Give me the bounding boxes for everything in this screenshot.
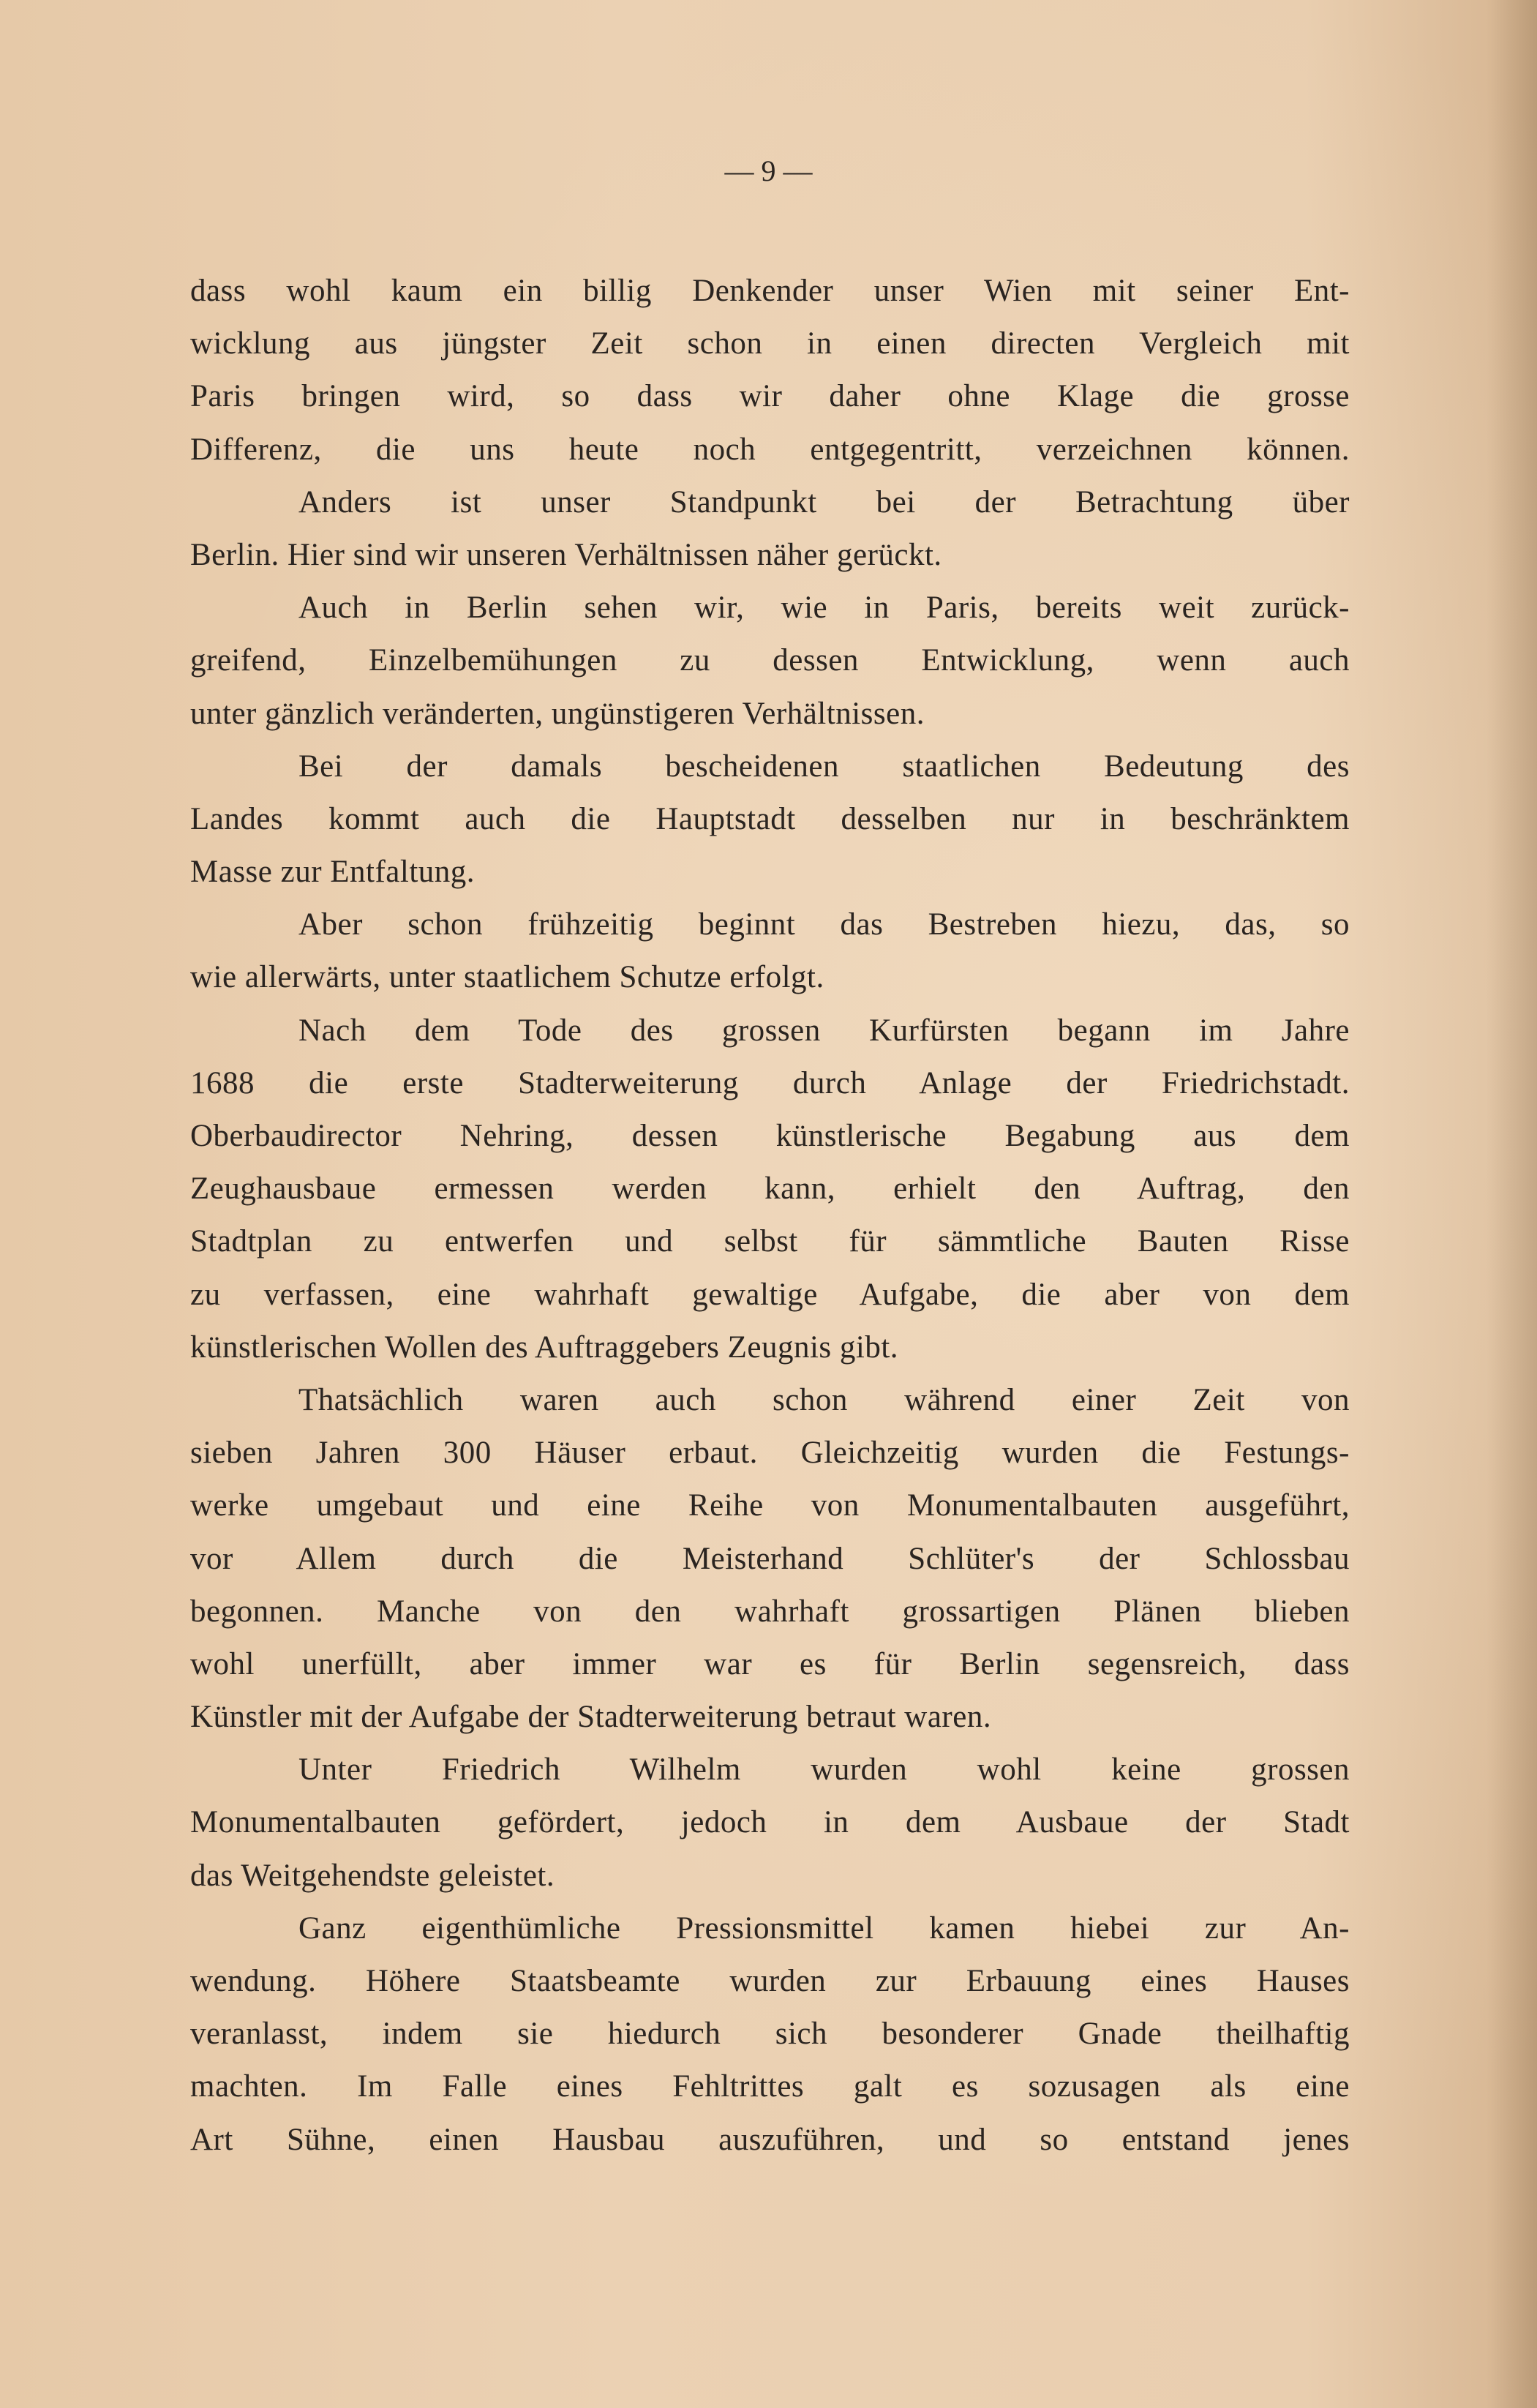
text-line: machten. Im Falle eines Fehltrittes galt es sozusagen als eine	[190, 2069, 1350, 2104]
text-line: greifend, Einzelbemühungen zu dessen Entwicklung, wenn auch	[190, 643, 1350, 678]
page-edge-shadow	[1486, 0, 1537, 2408]
text-line: Paris bringen wird, so dass wir daher ohne Klage die grosse	[190, 379, 1350, 414]
text-line: Berlin. Hier sind wir unseren Verhältnissen näher gerückt.	[190, 537, 942, 572]
text-line: Auch in Berlin sehen wir, wie in Paris, bereits weit zurück-	[298, 590, 1350, 626]
text-line: Differenz, die uns heute noch entgegentritt, verzeichnen können.	[190, 432, 1350, 467]
text-line: künstlerischen Wollen des Auftraggebers Zeugnis gibt.	[190, 1329, 899, 1365]
text-line: Stadtplan zu entwerfen und selbst für sämmtliche Bauten Risse	[190, 1224, 1350, 1259]
text-line: Nach dem Tode des grossen Kurfürsten begann im Jahre	[298, 1013, 1350, 1048]
text-line: wohl unerfüllt, aber immer war es für Berlin segensreich, dass	[190, 1646, 1350, 1681]
text-line: Zeughausbaue ermessen werden kann, erhielt den Auftrag, den	[190, 1171, 1350, 1207]
text-line: begonnen. Manche von den wahrhaft grossartigen Plänen blieben	[190, 1594, 1350, 1629]
text-line: Aber schon frühzeitig beginnt das Bestreben hiezu, das, so	[298, 907, 1350, 942]
text-line: Monumentalbauten gefördert, jedoch in dem Ausbaue der Stadt	[190, 1805, 1350, 1840]
text-line: Anders ist unser Standpunkt bei der Betrachtung über	[298, 484, 1350, 520]
text-line: Art Sühne, einen Hausbau auszuführen, und so entstand jenes	[190, 2122, 1350, 2157]
text-line: Oberbaudirector Nehring, dessen künstlerische Begabung aus dem	[190, 1119, 1350, 1153]
text-line: dass wohl kaum ein billig Denkender unser Wien mit seiner Ent-	[190, 274, 1350, 308]
text-line: Bei der damals bescheidenen staatlichen Bedeutung des	[298, 749, 1350, 784]
text-line: Landes kommt auch die Hauptstadt desselben nur in beschränktem	[190, 801, 1350, 836]
text-line: wie allerwärts, unter staatlichem Schutze erfolgt.	[190, 960, 824, 995]
text-line: zu verfassen, eine wahrhaft gewaltige Aufgabe, die aber von dem	[190, 1277, 1350, 1312]
text-line: sieben Jahren 300 Häuser erbaut. Gleichzeitig wurden die Festungs-	[190, 1436, 1350, 1471]
text-line: Ganz eigenthümliche Pressionsmittel kamen hiebei zur An-	[298, 1910, 1350, 1946]
text-line: wicklung aus jüngster Zeit schon in einen directen Vergleich mit	[190, 326, 1350, 361]
text-line: veranlasst, indem sie hiedurch sich besonderer Gnade theilhaftig	[190, 2017, 1350, 2052]
text-line: werke umgebaut und eine Reihe von Monumentalbauten ausgeführt,	[190, 1488, 1350, 1523]
text-line: Masse zur Entfaltung.	[190, 855, 476, 890]
text-line: 1688 die erste Stadterweiterung durch Anlage der Friedrichstadt.	[190, 1065, 1350, 1100]
text-line: Thatsächlich waren auch schon während einer Zeit von	[298, 1382, 1350, 1417]
text-line: das Weitgehendste geleistet.	[190, 1858, 555, 1893]
text-line: unter gänzlich veränderten, ungünstigeren Verhältnissen.	[190, 696, 925, 731]
text-line: Künstler mit der Aufgabe der Stadterweiterung betraut waren.	[190, 1700, 992, 1735]
text-line: vor Allem durch die Meisterhand Schlüter's der Schlossbau	[190, 1541, 1350, 1576]
text-line: wendung. Höhere Staatsbeamte wurden zur Erbauung eines Hauses	[190, 1964, 1350, 1998]
body-text	[190, 265, 1350, 2167]
text-line: Unter Friedrich Wilhelm wurden wohl keine grossen	[298, 1752, 1350, 1788]
page-number: — 9 —	[724, 154, 813, 187]
